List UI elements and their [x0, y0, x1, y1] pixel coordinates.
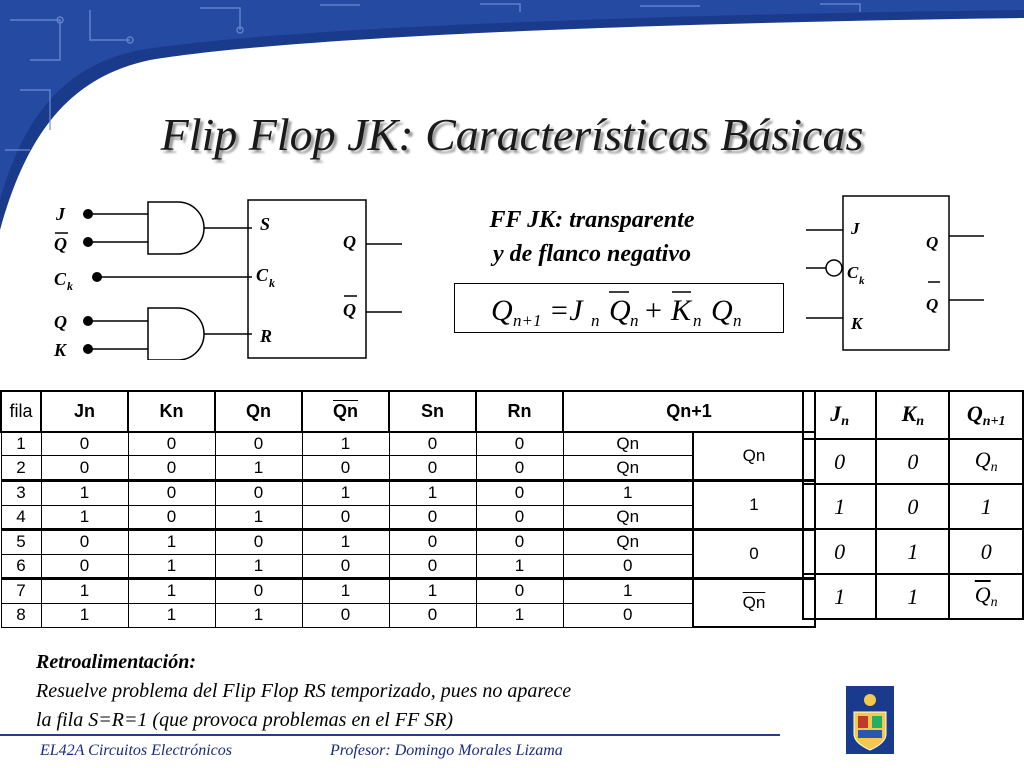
characteristic-equation — [454, 283, 784, 333]
table-cell: 0 — [476, 530, 563, 555]
char-table-cell: 1 — [876, 574, 949, 619]
char-table-cell: 0 — [876, 439, 949, 484]
table-cell: 1 — [215, 554, 302, 579]
slide-title: Flip Flop JK: Características Básicas — [160, 109, 864, 160]
qn1-group-cell: Qn — [693, 432, 815, 481]
input-qbar-label: Q — [54, 234, 67, 254]
table-cell: 1 — [302, 432, 389, 456]
footer-rule — [0, 734, 780, 736]
table-cell: 1 — [41, 505, 128, 530]
input-q-label: Q — [54, 312, 67, 332]
char-table-row — [803, 574, 1023, 619]
truth-table-header — [1, 391, 815, 432]
eq-q-lhs: Q — [491, 294, 513, 327]
table-cell: 4 — [1, 505, 41, 530]
table-cell: 8 — [1, 603, 41, 627]
table-cell: 0 — [41, 456, 128, 481]
qn1-cell: 0 — [563, 554, 693, 579]
table-cell: 0 — [389, 432, 476, 456]
qn1-cell: 1 — [563, 481, 693, 506]
symbol-j-label: J — [851, 219, 860, 238]
char-table-cell: 1 — [949, 484, 1023, 529]
table-cell: 1 — [128, 603, 215, 627]
char-table-header — [803, 391, 1023, 439]
table-cell: 1 — [476, 554, 563, 579]
table-cell: 0 — [41, 554, 128, 579]
note-line-2: la fila S=R=1 (que provoca problemas en el FF SR) — [36, 709, 454, 731]
characteristic-table — [802, 390, 1024, 620]
char-header-k: Kn — [876, 391, 949, 439]
table-cell: 1 — [302, 579, 389, 604]
eq-qbar-sub: n — [630, 311, 639, 330]
input-ck-sub: k — [67, 279, 73, 293]
qn1-cell: Qn — [563, 432, 693, 456]
char-table-cell: 1 — [803, 574, 876, 619]
header-qn1: Qn+1 — [563, 391, 815, 432]
table-cell: 0 — [215, 432, 302, 456]
header-kn: Kn — [128, 391, 215, 432]
table-cell: 1 — [128, 579, 215, 604]
jk-flipflop-symbol — [806, 192, 1006, 362]
table-cell: 0 — [128, 481, 215, 506]
description-line-2: y de flanco negativo — [493, 241, 691, 267]
table-cell: 7 — [1, 579, 41, 604]
table-cell: 1 — [389, 481, 476, 506]
note-line-1: Resuelve problema del Flip Flop RS temporizado, pues no aparece — [36, 680, 572, 702]
table-row — [1, 432, 815, 456]
table-cell: 0 — [128, 505, 215, 530]
table-cell: 1 — [476, 603, 563, 627]
table-cell: 0 — [302, 603, 389, 627]
input-j-label: J — [56, 204, 65, 224]
table-cell: 0 — [389, 530, 476, 555]
char-table-row — [803, 484, 1023, 529]
table-row — [1, 481, 815, 506]
char-table-cell: $\overline{Q}n$ — [949, 574, 1023, 619]
table-cell: 0 — [476, 481, 563, 506]
char-table-cell: Qn — [949, 439, 1023, 484]
header-jn: Jn — [41, 391, 128, 432]
char-table-cell: 0 — [876, 484, 949, 529]
table-cell: 3 — [1, 481, 41, 506]
table-cell: 0 — [302, 456, 389, 481]
table-cell: 1 — [215, 456, 302, 481]
footer-course: EL42A Circuitos Electrónicos — [40, 742, 232, 759]
eq-equals-j: =J — [549, 294, 583, 327]
char-header-q: Qn+1 — [949, 391, 1023, 439]
table-cell: 0 — [215, 481, 302, 506]
footer-professor: Profesor: Domingo Morales Lizama — [330, 742, 563, 759]
table-cell: 1 — [128, 530, 215, 555]
table-row — [1, 456, 815, 481]
table-cell: 0 — [215, 579, 302, 604]
char-table-cell: 0 — [803, 439, 876, 484]
table-cell: 0 — [389, 456, 476, 481]
char-table-cell: 0 — [949, 529, 1023, 574]
header-sn: Sn — [389, 391, 476, 432]
table-cell: 6 — [1, 554, 41, 579]
table-row — [1, 554, 815, 579]
table-row — [1, 530, 815, 555]
header-qn-bar: $\overline{Qn}$ — [302, 391, 389, 432]
table-cell: 0 — [215, 530, 302, 555]
char-table-cell: 0 — [803, 529, 876, 574]
table-cell: 0 — [128, 456, 215, 481]
table-cell: 0 — [302, 554, 389, 579]
description-line-1: FF JK: transparente — [489, 207, 695, 233]
table-cell: 0 — [389, 505, 476, 530]
char-table-cell: 1 — [876, 529, 949, 574]
qn1-cell: Qn — [563, 505, 693, 530]
ff-r-label: R — [260, 326, 273, 346]
char-header-j: Jn — [803, 391, 876, 439]
qn1-cell: Qn — [563, 456, 693, 481]
char-table-row — [803, 529, 1023, 574]
table-row — [1, 579, 815, 604]
slide-footer — [0, 730, 1024, 768]
symbol-ck-sub: k — [859, 275, 865, 287]
eq-q-lhs-sub: n+1 — [513, 311, 542, 330]
table-cell: 0 — [476, 579, 563, 604]
note-heading: Retroalimentación: — [36, 651, 196, 673]
qn1-group-cell: $\overline{Qn}$ — [693, 579, 815, 628]
table-cell: 1 — [41, 481, 128, 506]
qn1-cell: 0 — [563, 603, 693, 627]
ff-qbar-label: Q — [343, 300, 356, 320]
ff-q-label: Q — [343, 232, 356, 252]
qn1-group-cell: 1 — [693, 481, 815, 530]
table-cell: 0 — [41, 530, 128, 555]
eq-j-sub: n — [591, 311, 600, 330]
eq-q-rhs: Q — [711, 294, 733, 327]
symbol-k-label: K — [851, 314, 863, 333]
table-cell: 0 — [389, 554, 476, 579]
ff-s-label: S — [260, 214, 271, 234]
table-cell: 1 — [302, 530, 389, 555]
header-rn: Rn — [476, 391, 563, 432]
table-cell: 1 — [41, 579, 128, 604]
table-cell: 0 — [41, 432, 128, 456]
char-table-row — [803, 439, 1023, 484]
symbol-q-label: Q — [926, 233, 939, 252]
header-qn: Qn — [215, 391, 302, 432]
table-cell: 1 — [302, 481, 389, 506]
table-cell: 2 — [1, 456, 41, 481]
eq-qbar: Q — [609, 294, 631, 327]
table-cell: 0 — [476, 456, 563, 481]
table-cell: 0 — [476, 505, 563, 530]
table-cell: 1 — [41, 603, 128, 627]
symbol-qbar-label: Q — [926, 295, 939, 314]
input-k-label: K — [54, 340, 67, 360]
table-row — [1, 505, 815, 530]
symbol-ck-label: C — [847, 263, 859, 282]
table-cell: 1 — [389, 579, 476, 604]
table-cell: 1 — [128, 554, 215, 579]
table-cell: 5 — [1, 530, 41, 555]
truth-table — [0, 390, 816, 628]
table-row — [1, 603, 815, 627]
eq-kbar: K — [671, 294, 692, 327]
input-ck-label: C — [54, 269, 67, 289]
char-table-cell: 1 — [803, 484, 876, 529]
table-cell: 1 — [215, 505, 302, 530]
table-cell: 0 — [302, 505, 389, 530]
eq-plus: + — [645, 294, 662, 327]
ff-description — [452, 203, 732, 271]
qn1-cell: 1 — [563, 579, 693, 604]
table-cell: 1 — [1, 432, 41, 456]
table-cell: 1 — [215, 603, 302, 627]
table-cell: 0 — [128, 432, 215, 456]
ff-ck-label: C — [256, 265, 269, 285]
qn1-group-cell: 0 — [693, 530, 815, 579]
eq-q-rhs-sub: n — [733, 311, 742, 330]
eq-k-sub: n — [693, 311, 702, 330]
table-cell: 0 — [389, 603, 476, 627]
table-cell: 0 — [476, 432, 563, 456]
feedback-note — [36, 648, 571, 735]
qn1-cell: Qn — [563, 530, 693, 555]
ff-ck-sub: k — [269, 276, 275, 290]
header-fila: fila — [1, 391, 41, 432]
